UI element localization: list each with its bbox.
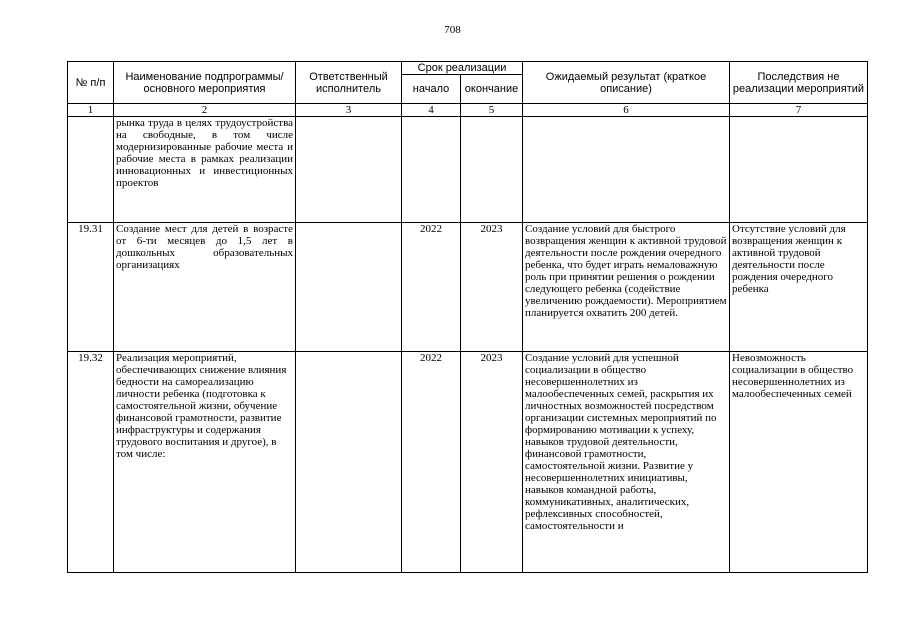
row-end: 2023: [461, 223, 523, 352]
table-row: [68, 117, 868, 223]
row-result: Создание условий для успешной социализации в общество несовершеннолетних из малообеспеченных семей, раскрытия их личностных возможностей посредством организации системных мероприятий по формированию мотивации к успеху, навыков трудовой деятельности, финансовой грамотности, самостоятельной жизни. Развитие у несовершеннолетних инициативы, навыков командной работы, коммуникативных, аналитических, рефлексивных способностей, самостоятельности и: [523, 352, 730, 573]
column-numbers-row: [68, 104, 868, 117]
header-number: № п/п: [68, 62, 114, 104]
header-row: [68, 62, 868, 75]
row-name: Создание мест для детей в возрасте от 6-ти месяцев до 1,5 лет в дошкольных образовательных организациях: [114, 223, 296, 352]
column-number: 2: [114, 104, 296, 117]
row-start: [402, 117, 461, 223]
page-number: 708: [444, 24, 461, 36]
row-start: 2022: [402, 223, 461, 352]
column-number: 3: [296, 104, 402, 117]
row-consequence: Отсутствие условий для возвращения женщин к активной трудовой деятельности после рождения очередного ребенка: [730, 223, 868, 352]
row-end: 2023: [461, 352, 523, 573]
header-executor: Ответственный исполнитель: [296, 62, 402, 104]
column-number: 6: [523, 104, 730, 117]
row-number: 19.31: [68, 223, 114, 352]
column-number: 1: [68, 104, 114, 117]
row-consequence: [730, 117, 868, 223]
header-start: начало: [402, 75, 461, 104]
column-number: 4: [402, 104, 461, 117]
header-name: Наименование подпрограммы/ основного мероприятия: [114, 62, 296, 104]
column-number: 5: [461, 104, 523, 117]
row-executor: [296, 223, 402, 352]
row-number: [68, 117, 114, 223]
header-result: Ожидаемый результат (краткое описание): [523, 62, 730, 104]
row-name: рынка труда в целях трудоустройства на свободные, в том числе модернизированные рабочие места и рабочие места в рамках реализации инновационных и инвестиционных проектов: [114, 117, 296, 223]
column-number: 7: [730, 104, 868, 117]
row-name: Реализация мероприятий, обеспечивающих снижение влияния бедности на самореализацию личности ребенка (подготовка к самостоятельной жизни, обучение финансовой грамотности, развитие инфраструктуры и содержания трудового воспитания и другое), в том числе:: [114, 352, 296, 573]
row-start: 2022: [402, 352, 461, 573]
table-row: [68, 352, 868, 573]
row-end: [461, 117, 523, 223]
table-row: [68, 223, 868, 352]
row-result: Создание условий для быстрого возвращения женщин к активной трудовой деятельности после рождения очередного ребенка, что будет играть немаловажную роль при принятии решения о рождении следующего ребенка (содействие увеличению рождаемости). Мероприятием планируется охватить 200 детей.: [523, 223, 730, 352]
row-number: 19.32: [68, 352, 114, 573]
header-end: окончание: [461, 75, 523, 104]
row-consequence: Невозможность социализации в общество несовершеннолетних из малообеспеченных семей: [730, 352, 868, 573]
row-result: [523, 117, 730, 223]
row-executor: [296, 352, 402, 573]
header-period: Срок реализации: [402, 62, 523, 75]
row-executor: [296, 117, 402, 223]
header-consequence: Последствия не реализации мероприятий: [730, 62, 868, 104]
measures-table: [67, 61, 868, 573]
